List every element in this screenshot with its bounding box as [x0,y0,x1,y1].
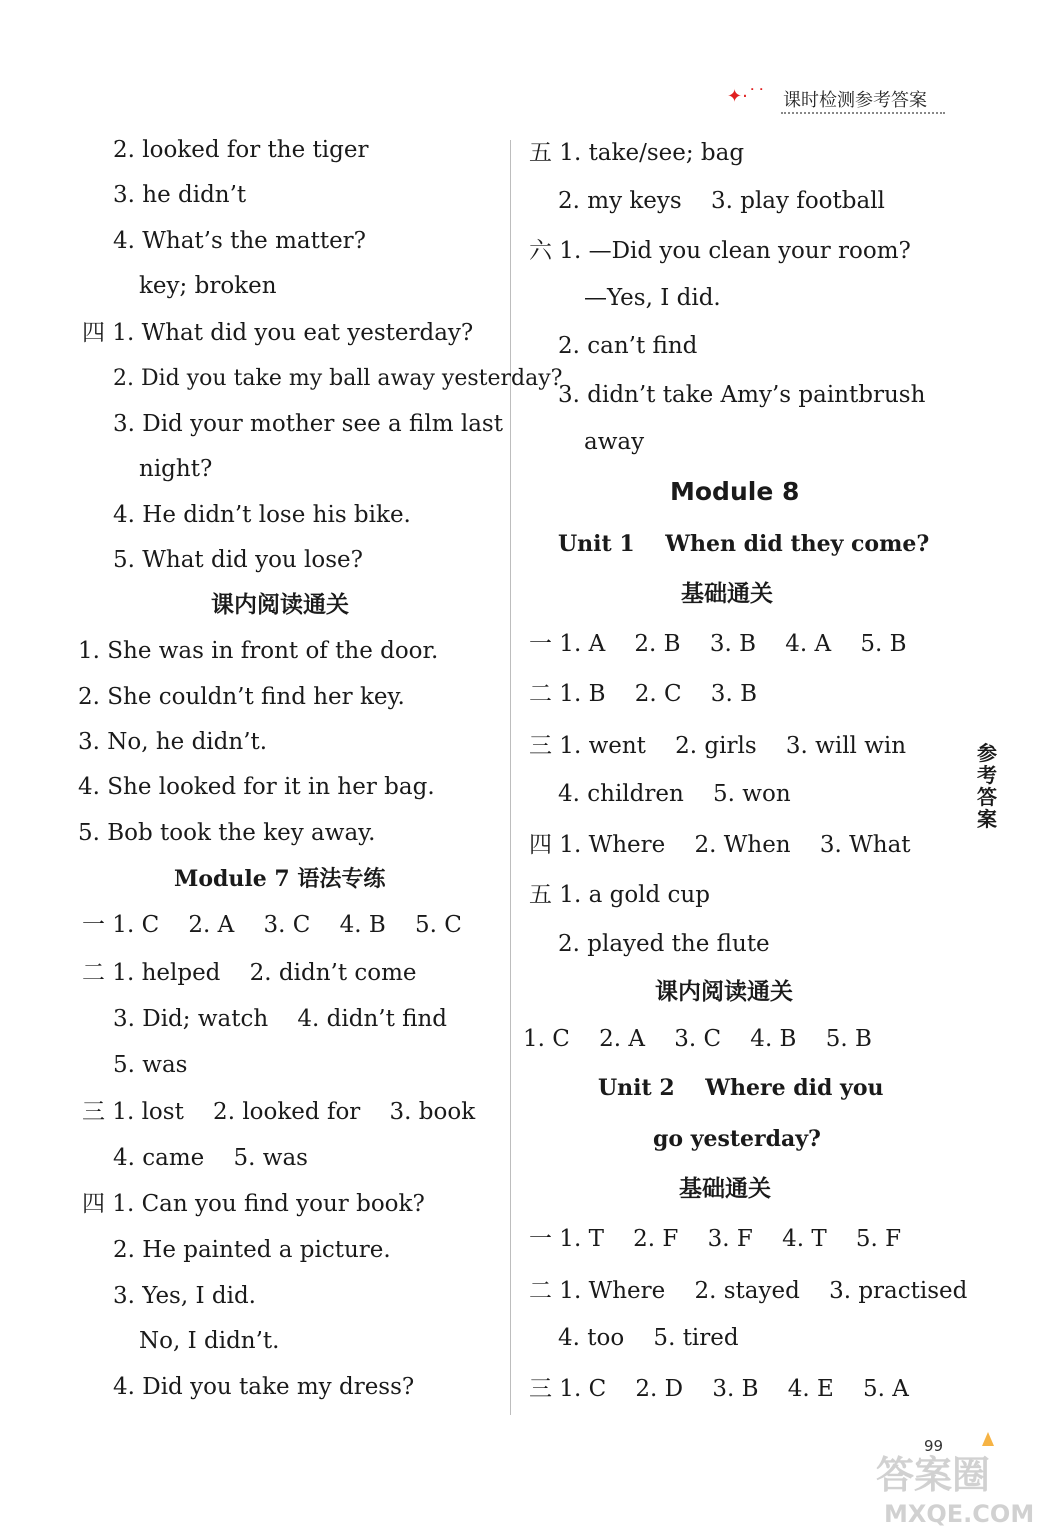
answer-line: 2. my keys 3. play football [558,188,885,214]
answer-line: 一 1. A 2. B 3. B 4. A 5. B [529,631,907,657]
answer-line: 2. Did you take my ball away yesterday? [113,366,563,391]
answer-line: 4. He didn’t lose his bike. [113,502,411,528]
column-divider [510,140,511,1415]
answer-line: 4. What’s the matter? [113,228,367,254]
answer-line: 4. too 5. tired [558,1325,739,1351]
page-header [727,84,947,118]
answer-line: 2. can’t find [558,333,698,359]
watermark-text-cn: 答案圈 [876,1453,991,1497]
section-heading: 基础通关 [681,581,773,607]
module-heading: Module 8 [670,477,800,506]
answer-line: 3. didn’t take Amy’s paintbrush [558,382,926,408]
unit-heading: Unit 2 Where did you [598,1075,884,1101]
answer-line: 3. Did your mother see a film last [113,411,503,437]
answer-line: 四 1. What did you eat yesterday? [82,320,474,346]
section-heading: Module 7 语法专练 [174,866,386,892]
answer-line: 4. Did you take my dress? [113,1374,415,1400]
answer-line: night? [139,456,213,482]
answer-line: 五 1. take/see; bag [529,140,745,166]
unit-heading: Unit 1 When did they come? [558,531,930,557]
answer-line: key; broken [139,273,277,299]
answer-line: 一 1. T 2. F 3. F 4. T 5. F [529,1226,902,1252]
answer-line: 一 1. C 2. A 3. C 4. B 5. C [82,912,462,938]
answer-line: 3. Yes, I did. [113,1283,256,1309]
answer-line: 3. he didn’t [113,182,247,208]
side-tab-label: 参 考 答 案 [977,741,997,831]
answer-line: 2. played the flute [558,931,770,957]
answer-line: 六 1. —Did you clean your room? [529,238,911,264]
answer-line: 四 1. Where 2. When 3. What [529,832,911,858]
section-heading: 基础通关 [679,1176,771,1202]
section-heading: 课内阅读通关 [211,592,349,618]
answer-line: 5. was [113,1052,188,1078]
answer-line: 三 1. lost 2. looked for 3. book [82,1099,476,1125]
answer-line: 4. children 5. won [558,781,791,807]
answer-line: 4. She looked for it in her bag. [78,774,435,800]
answer-line: 四 1. Can you find your book? [82,1191,425,1217]
answer-line: 2. She couldn’t find her key. [78,684,405,710]
answer-line: 2. looked for the tiger [113,137,369,163]
header-dotted-underline [781,112,945,114]
answer-line: 2. He painted a picture. [113,1237,391,1263]
answer-line: 三 1. went 2. girls 3. will win [529,733,907,759]
answer-line: 4. came 5. was [113,1145,308,1171]
answer-line: 二 1. Where 2. stayed 3. practised [529,1278,968,1304]
answer-line: 二 1. B 2. C 3. B [529,681,757,707]
answer-line: 二 1. helped 2. didn’t come [82,960,417,986]
answer-line: 5. Bob took the key away. [78,820,376,846]
header-title: 课时检测参考答案 [783,90,927,111]
answer-line: 五 1. a gold cup [529,882,710,908]
answer-line: away [584,429,645,455]
watermark-text-en: MXQE.COM [884,1500,1035,1528]
answer-line: 3. No, he didn’t. [78,729,268,755]
page-number: 99 [924,1437,944,1455]
answer-line: No, I didn’t. [139,1328,280,1354]
section-heading: 课内阅读通关 [655,979,793,1005]
star-decoration-icon: ✦·˙˙ [727,86,766,107]
answer-line: —Yes, I did. [584,285,721,311]
answer-line: 1. She was in front of the door. [78,638,439,664]
answer-line: 1. C 2. A 3. C 4. B 5. B [523,1026,872,1052]
watermark-logo [870,1428,1040,1528]
unit-heading: go yesterday? [653,1126,821,1152]
answer-line: 3. Did; watch 4. didn’t find [113,1006,448,1032]
answer-line: 三 1. C 2. D 3. B 4. E 5. A [529,1376,909,1402]
answer-line: 5. What did you lose? [113,547,364,573]
